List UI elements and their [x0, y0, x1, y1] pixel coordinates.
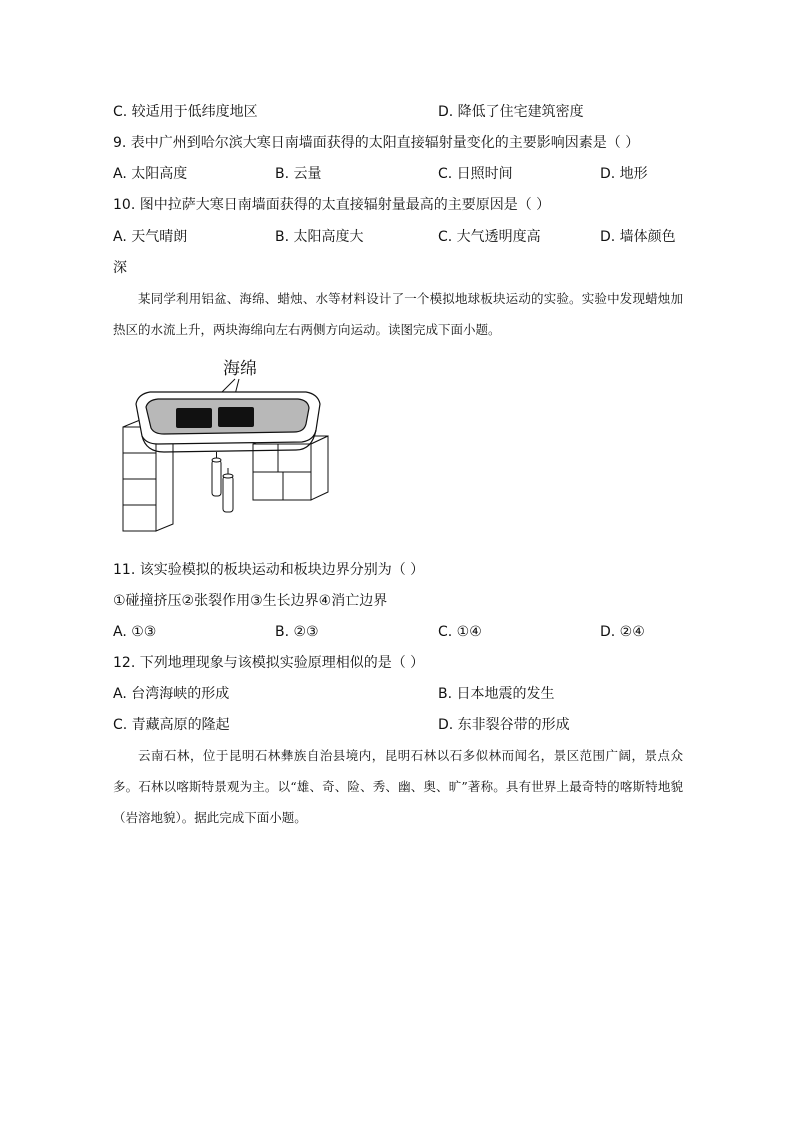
q11-option-c: C. ①④	[438, 624, 482, 640]
q10-option-d: D. 墙体颜色	[600, 229, 676, 245]
sponge-left	[176, 408, 212, 428]
q11-choices: ①碰撞挤压②张裂作用③生长边界④消亡边界	[113, 593, 388, 609]
candles	[212, 452, 233, 512]
sponge-right	[218, 407, 254, 427]
q10-option-a: A. 天气晴朗	[113, 229, 188, 245]
q10-option-b: B. 太阳高度大	[275, 229, 364, 245]
q8-option-c: C. 较适用于低纬度地区	[113, 104, 258, 120]
q8-option-d: D. 降低了住宅建筑密度	[438, 104, 584, 120]
q12-stem: 12. 下列地理现象与该模拟实验原理相似的是（ ）	[113, 655, 425, 671]
q12-option-a: A. 台湾海峡的形成	[113, 686, 230, 702]
q12-option-d: D. 东非裂谷带的形成	[438, 717, 570, 733]
passage-plate-experiment: 某同学利用铝盆、海绵、蜡烛、水等材料设计了一个模拟地球板块运动的实验。实验中发现蜡烛加热区的水流上升，两块海绵向左右两侧方向运动。读图完成下面小题。	[113, 291, 683, 337]
q10-stem: 10. 图中拉萨大寒日南墙面获得的太直接辐射量最高的主要原因是（ ）	[113, 197, 551, 213]
right-brick-pillar	[253, 436, 328, 500]
q9-option-d: D. 地形	[600, 166, 648, 182]
q11-stem: 11. 该实验模拟的板块运动和板块边界分别为（ ）	[113, 562, 425, 578]
passage-stone-forest: 云南石林，位于昆明石林彝族自治县境内，昆明石林以石多似林而闻名，景区范围广阔，景点众多。石林以喀斯特景观为主。以“雄、奇、险、秀、幽、奥、旷”著称。具有世界上最奇特的喀斯特地貌（岩溶地貌）。据此完成下面小题。	[113, 748, 683, 825]
q12-option-c: C. 青藏高原的隆起	[113, 717, 230, 733]
experiment-diagram	[118, 352, 333, 537]
q9-option-c: C. 日照时间	[438, 166, 513, 182]
q12-option-b: B. 日本地震的发生	[438, 686, 555, 702]
q11-option-d: D. ②④	[600, 624, 645, 640]
experiment-figure	[118, 352, 333, 537]
q11-option-a: A. ①③	[113, 624, 157, 640]
q10-option-c: C. 大气透明度高	[438, 229, 541, 245]
q10-option-d-wrap: 深	[113, 260, 127, 276]
q9-option-b: B. 云量	[275, 166, 322, 182]
q11-option-b: B. ②③	[275, 624, 319, 640]
figure-label-sponge: 海绵	[223, 359, 257, 379]
q9-option-a: A. 太阳高度	[113, 166, 188, 182]
q9-stem: 9. 表中广州到哈尔滨大寒日南墙面获得的太阳直接辐射量变化的主要影响因素是（ ）	[113, 135, 640, 151]
